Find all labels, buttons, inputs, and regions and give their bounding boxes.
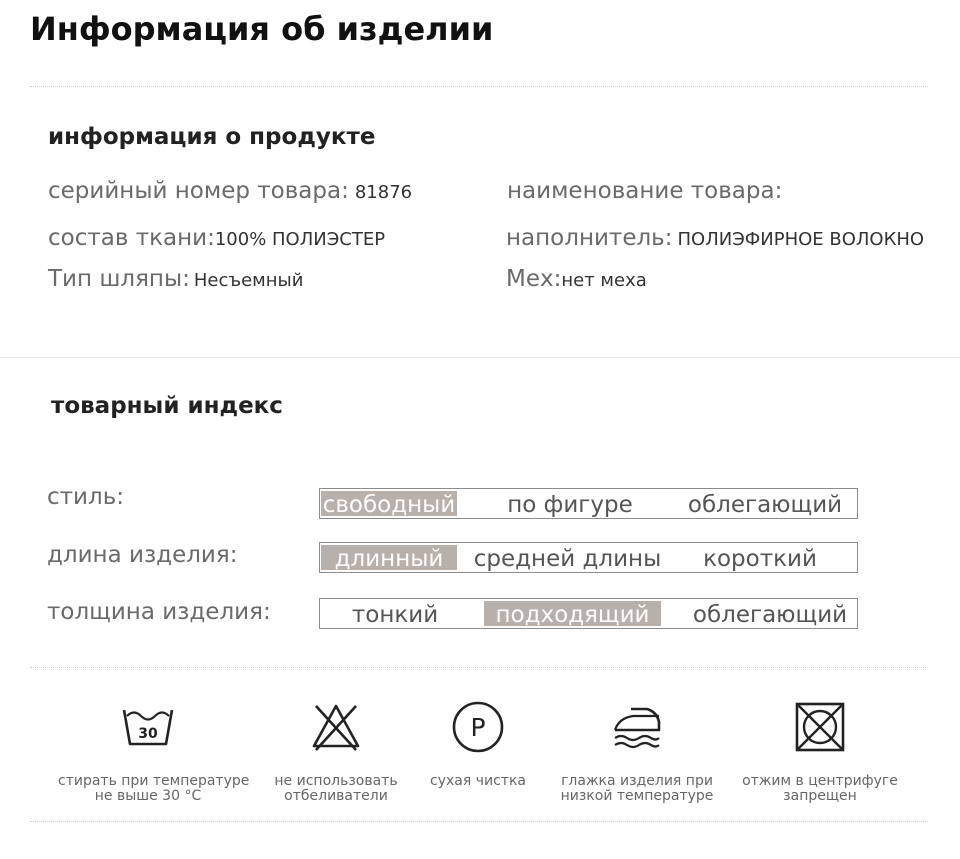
hat-label: Тип шляпы: — [48, 266, 190, 292]
title-divider — [30, 86, 928, 87]
page-title: Информация об изделии — [30, 10, 494, 48]
care-item-bleach — [256, 700, 416, 804]
hat-value: Несъемный — [193, 270, 304, 291]
fur-label: Мех: — [506, 266, 562, 292]
length-scale — [319, 542, 858, 573]
length-option-medium: средней длины — [473, 546, 662, 572]
care-caption-wash-line1: стирать при температуре — [58, 773, 250, 789]
index-divider — [30, 667, 928, 668]
style-option-tight: облегающий — [687, 492, 843, 518]
wash-30-icon — [120, 700, 176, 754]
care-caption-wash-line2: не выше 30 °С — [94, 788, 202, 804]
care-caption-tumble-line2: запрещен — [783, 788, 857, 804]
filler-value: ПОЛИЭФИРНОЕ ВОЛОКНО — [677, 229, 925, 250]
svg-text:30: 30 — [138, 726, 158, 742]
care-item-iron — [557, 700, 717, 804]
no-tumble-dry-icon — [792, 700, 848, 754]
no-bleach-icon — [308, 700, 364, 754]
style-scale — [319, 488, 858, 519]
filler-row — [506, 225, 924, 251]
thickness-label: толщина изделия: — [47, 599, 271, 625]
svg-text:P: P — [470, 713, 486, 742]
fabric-label: состав ткани: — [48, 225, 215, 251]
thickness-option-tight: облегающий — [692, 602, 848, 628]
thickness-option-medium: подходящий — [484, 601, 661, 626]
serial-row — [48, 178, 412, 204]
care-item-dryclean — [418, 700, 538, 789]
style-option-loose: свободный — [322, 492, 456, 518]
length-option-long: длинный — [321, 545, 457, 570]
care-item-tumble — [740, 700, 900, 804]
serial-label: серийный номер товара: — [48, 178, 349, 204]
bottom-divider — [30, 821, 928, 822]
care-caption-tumble-line1: отжим в центрифуге — [742, 773, 898, 789]
care-caption-bleach-line2: отбеливатели — [284, 788, 388, 804]
section-divider — [0, 357, 960, 358]
dry-clean-icon — [450, 700, 506, 754]
care-caption-dryclean: сухая чистка — [430, 773, 526, 789]
care-caption-iron-line1: глажка изделия при — [561, 773, 713, 789]
thickness-scale — [319, 598, 858, 629]
product-info-heading: информация о продукте — [48, 124, 376, 150]
length-label: длина изделия: — [47, 542, 238, 568]
serial-value: 81876 — [354, 182, 413, 203]
thickness-option-thin: тонкий — [351, 602, 439, 628]
fur-row — [506, 266, 647, 292]
name-row — [507, 178, 782, 204]
fabric-value: 100% ПОЛИЭСТЕР — [214, 229, 386, 250]
style-label: стиль: — [47, 484, 124, 510]
fur-value: нет меха — [561, 270, 647, 291]
iron-low-icon — [609, 700, 665, 754]
care-caption-iron-line2: низкой температуре — [560, 788, 714, 804]
style-option-fitted: по фигуре — [507, 492, 633, 518]
name-label: наименование товара: — [507, 178, 783, 204]
length-option-short: короткий — [703, 546, 817, 572]
filler-label: наполнитель: — [506, 225, 673, 251]
product-index-heading: товарный индекс — [51, 393, 283, 419]
fabric-row — [48, 225, 385, 251]
care-caption-bleach-line1: не использовать — [274, 773, 398, 789]
hat-row — [48, 266, 303, 292]
care-item-wash — [58, 700, 250, 804]
